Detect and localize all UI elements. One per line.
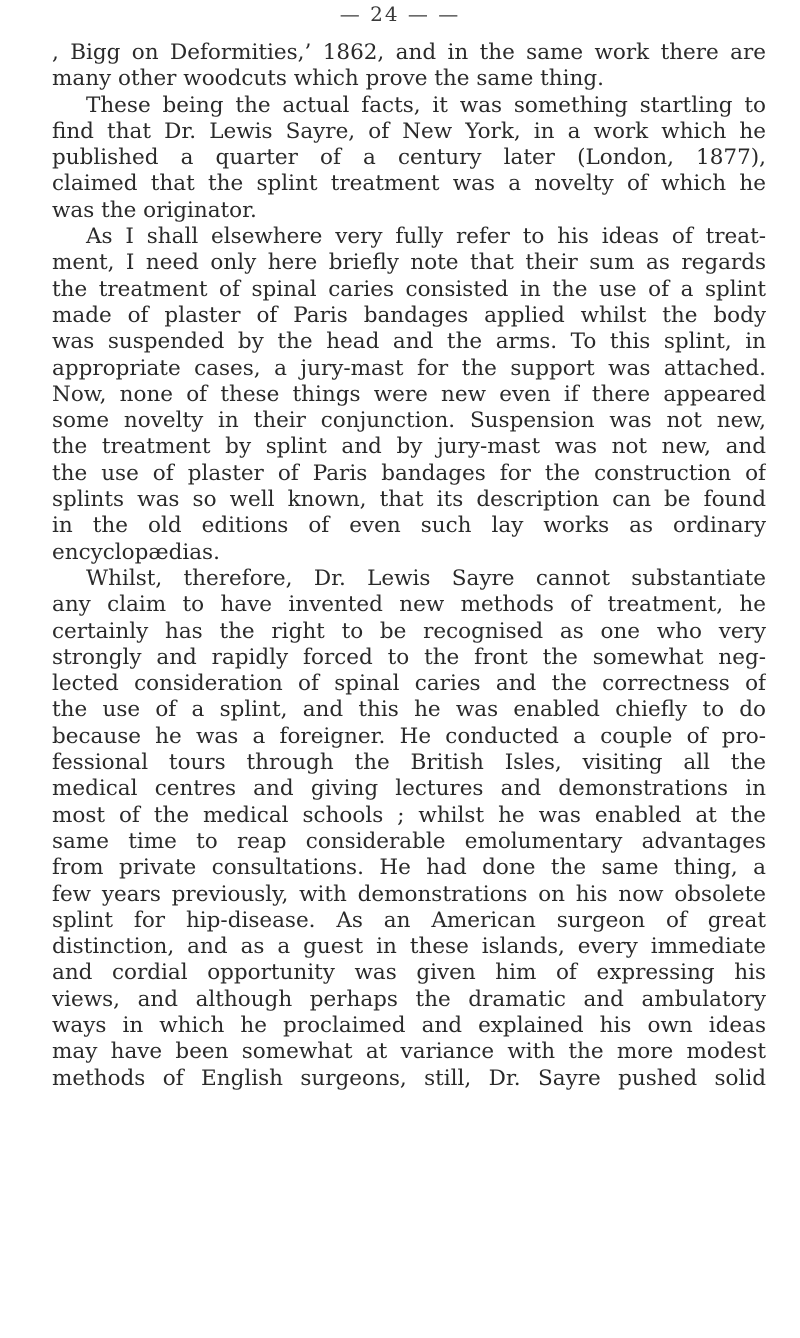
text-line: fessional tours through the British Isles, visiting all the xyxy=(52,750,766,776)
body-text xyxy=(52,40,766,1092)
text-line: find that Dr. Lewis Sayre, of New York, in a work which he xyxy=(52,118,766,144)
text-line: distinction, and as a guest in these islands, every immediate xyxy=(52,934,766,960)
text-line: most of the medical schools ; whilst he was enabled at the xyxy=(52,802,766,828)
text-line: the use of a splint, and this he was enabled chiefly to do xyxy=(52,697,766,723)
text-line: claimed that the splint treatment was a novelty of which he xyxy=(52,171,766,197)
text-line: views, and although perhaps the dramatic and ambulatory xyxy=(52,986,766,1012)
text-line: any claim to have invented new methods of treatment, he xyxy=(52,592,766,618)
text-line: Now, none of these things were new even if there appeared xyxy=(52,381,766,407)
text-line: Whilst, therefore, Dr. Lewis Sayre cannot substantiate xyxy=(86,565,766,591)
text-line: from private consultations. He had done the same thing, a xyxy=(52,855,766,881)
text-line: These being the actual facts, it was something startling to xyxy=(86,92,766,118)
text-line: appropriate cases, a jury-mast for the support was attached. xyxy=(52,355,766,381)
text-line: ment, I need only here briefly note that their sum as regards xyxy=(52,250,766,276)
text-line: , Bigg on Deformities,’ 1862, and in the same work there are xyxy=(52,40,766,65)
text-line: and cordial opportunity was given him of expressing his xyxy=(52,960,766,986)
text-line: certainly has the right to be recognised as one who very xyxy=(52,618,766,644)
text-line: in the old editions of even such lay works as ordinary xyxy=(52,513,766,539)
text-line: same time to reap considerable emolumentary advantages xyxy=(52,828,766,854)
text-line: the treatment by splint and by jury-mast was not new, and xyxy=(52,434,766,460)
text-line: the treatment of spinal caries consisted in the use of a splint xyxy=(52,276,766,302)
text-line: strongly and rapidly forced to the front the somewhat neg- xyxy=(52,644,766,670)
text-line: because he was a foreigner. He conducted a couple of pro- xyxy=(52,723,766,749)
text-line: ways in which he proclaimed and explained his own ideas xyxy=(52,1012,766,1038)
text-line: methods of English surgeons, still, Dr. Sayre pushed solid xyxy=(52,1065,766,1091)
text-line: splint for hip-disease. As an American surgeon of great xyxy=(52,907,766,933)
text-line: made of plaster of Paris bandages applied whilst the body xyxy=(52,302,766,328)
text-line: was the originator. xyxy=(52,197,257,223)
text-line: many other woodcuts which prove the same thing. xyxy=(52,66,604,92)
text-line: was suspended by the head and the arms. To this splint, in xyxy=(52,329,766,355)
text-line: may have been somewhat at variance with the more modest xyxy=(52,1039,766,1065)
text-line: medical centres and giving lectures and demonstrations in xyxy=(52,776,766,802)
text-line: few years previously, with demonstrations on his now obsolete xyxy=(52,881,766,907)
text-line: some novelty in their conjunction. Suspension was not new, xyxy=(52,408,766,434)
text-line: encyclopædias. xyxy=(52,539,220,565)
text-line: splints was so well known, that its description can be found xyxy=(52,487,766,513)
text-line: As I shall elsewhere very fully refer to his ideas of treat- xyxy=(86,224,766,250)
text-line: lected consideration of spinal caries and the correctness of xyxy=(52,671,766,697)
text-line: published a quarter of a century later (London, 1877), xyxy=(52,145,766,171)
page-number: — 24 — — xyxy=(339,2,461,26)
text-line: the use of plaster of Paris bandages for the construction of xyxy=(52,460,766,486)
